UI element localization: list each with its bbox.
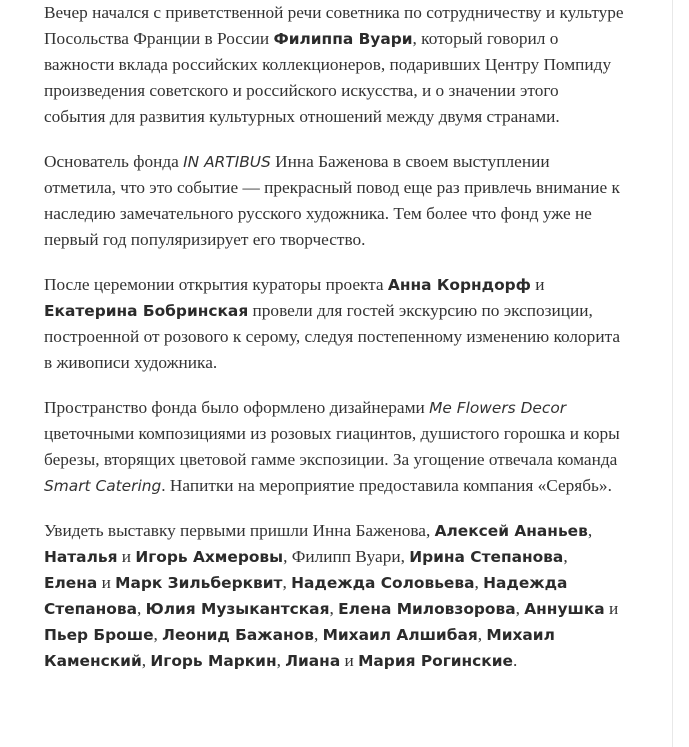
text: , bbox=[141, 651, 151, 670]
guest-name: Игорь Ахмеровы bbox=[135, 548, 284, 566]
article-body bbox=[44, 0, 624, 674]
guest-name: Юлия Музыкантская bbox=[145, 600, 330, 618]
text: Основатель фонда bbox=[44, 152, 184, 171]
text: , Филипп Вуари, bbox=[283, 547, 410, 566]
person-name: Анна Корндорф bbox=[387, 276, 531, 294]
paragraph-opening-speech bbox=[44, 0, 624, 130]
text: провели для гостей экскурсию по экспозиции, построенной от розового к серому, следуя постепенному изменению колорита в живописи художника. bbox=[44, 301, 621, 372]
guest-name: Надежда Степанова bbox=[44, 574, 568, 618]
right-divider-line bbox=[672, 0, 673, 747]
guest-name: Михаил Каменский bbox=[44, 626, 555, 670]
text: , bbox=[515, 599, 525, 618]
text: , bbox=[153, 625, 163, 644]
text: Пространство фонда было оформлено дизайнерами bbox=[44, 398, 430, 417]
person-name: Екатерина Бобринская bbox=[44, 302, 249, 320]
guest-name: Надежда Соловьева bbox=[291, 574, 475, 592]
company-name: Smart Catering bbox=[44, 477, 162, 495]
text: , bbox=[474, 573, 484, 592]
guest-name: Аннушка bbox=[524, 600, 605, 618]
text: и bbox=[604, 599, 619, 618]
text: Вечер начался с приветственной речи советника по сотрудничеству и культуре Посольства Франции в России bbox=[44, 3, 624, 48]
text: цветочными композициями из розовых гиацинтов, душистого горошка и коры березы, вторящих цветовой гамме экспозиции. За угощение отвечала команда bbox=[44, 424, 620, 469]
text: , bbox=[587, 521, 593, 540]
text: , который говорил о важности вклада российских коллекционеров, подаривших Центру Помпиду произведения советского и российского искусства, и о значении этого события для развития культурных отношений между двумя странами. bbox=[44, 29, 612, 126]
paragraph-curators-tour bbox=[44, 272, 624, 376]
text: , bbox=[313, 625, 323, 644]
text: , bbox=[563, 547, 568, 566]
text: , bbox=[282, 573, 292, 592]
text: Инна Баженова в своем выступлении отметила, что это событие — прекрасный повод еще раз привлечь внимание к наследию замечательного русского художника. Тем более что фонд уже не первый год популяризирует его творчество. bbox=[44, 152, 620, 249]
text: и bbox=[97, 573, 116, 592]
text: После церемонии открытия кураторы проекта bbox=[44, 275, 388, 294]
guest-name: Игорь Маркин bbox=[150, 652, 277, 670]
fund-name: IN ARTIBUS bbox=[183, 153, 271, 171]
text: , bbox=[329, 599, 339, 618]
text: , bbox=[477, 625, 487, 644]
guest-name: Елена bbox=[44, 574, 98, 592]
guest-name: Марк Зильберквит bbox=[115, 574, 283, 592]
guest-name: Леонид Бажанов bbox=[162, 626, 314, 644]
paragraph-founder-speech bbox=[44, 149, 624, 253]
guest-name: Алексей Ананьев bbox=[434, 522, 588, 540]
text: и bbox=[340, 651, 359, 670]
guest-name: Наталья bbox=[44, 548, 118, 566]
text: . bbox=[512, 651, 518, 670]
text: и bbox=[530, 275, 545, 294]
text: и bbox=[117, 547, 136, 566]
guest-name: Лиана bbox=[285, 652, 341, 670]
text: , bbox=[137, 599, 146, 618]
guest-name: Михаил Алшибая bbox=[322, 626, 478, 644]
guest-name: Пьер Броше bbox=[44, 626, 154, 644]
guest-name: Елена Миловзорова bbox=[338, 600, 516, 618]
company-name: Me Flowers Decor bbox=[429, 399, 567, 417]
guest-name: Ирина Степанова bbox=[409, 548, 564, 566]
guest-name: Мария Рогинские bbox=[358, 652, 513, 670]
text: Увидеть выставку первыми пришли Инна Баженова, bbox=[44, 521, 435, 540]
paragraph-guests bbox=[44, 518, 624, 674]
text: . Напитки на мероприятие предоставила компания «Серябь». bbox=[161, 476, 612, 495]
text: , bbox=[276, 651, 286, 670]
paragraph-decor-catering bbox=[44, 395, 624, 499]
person-name: Филиппа Вуари bbox=[273, 30, 413, 48]
